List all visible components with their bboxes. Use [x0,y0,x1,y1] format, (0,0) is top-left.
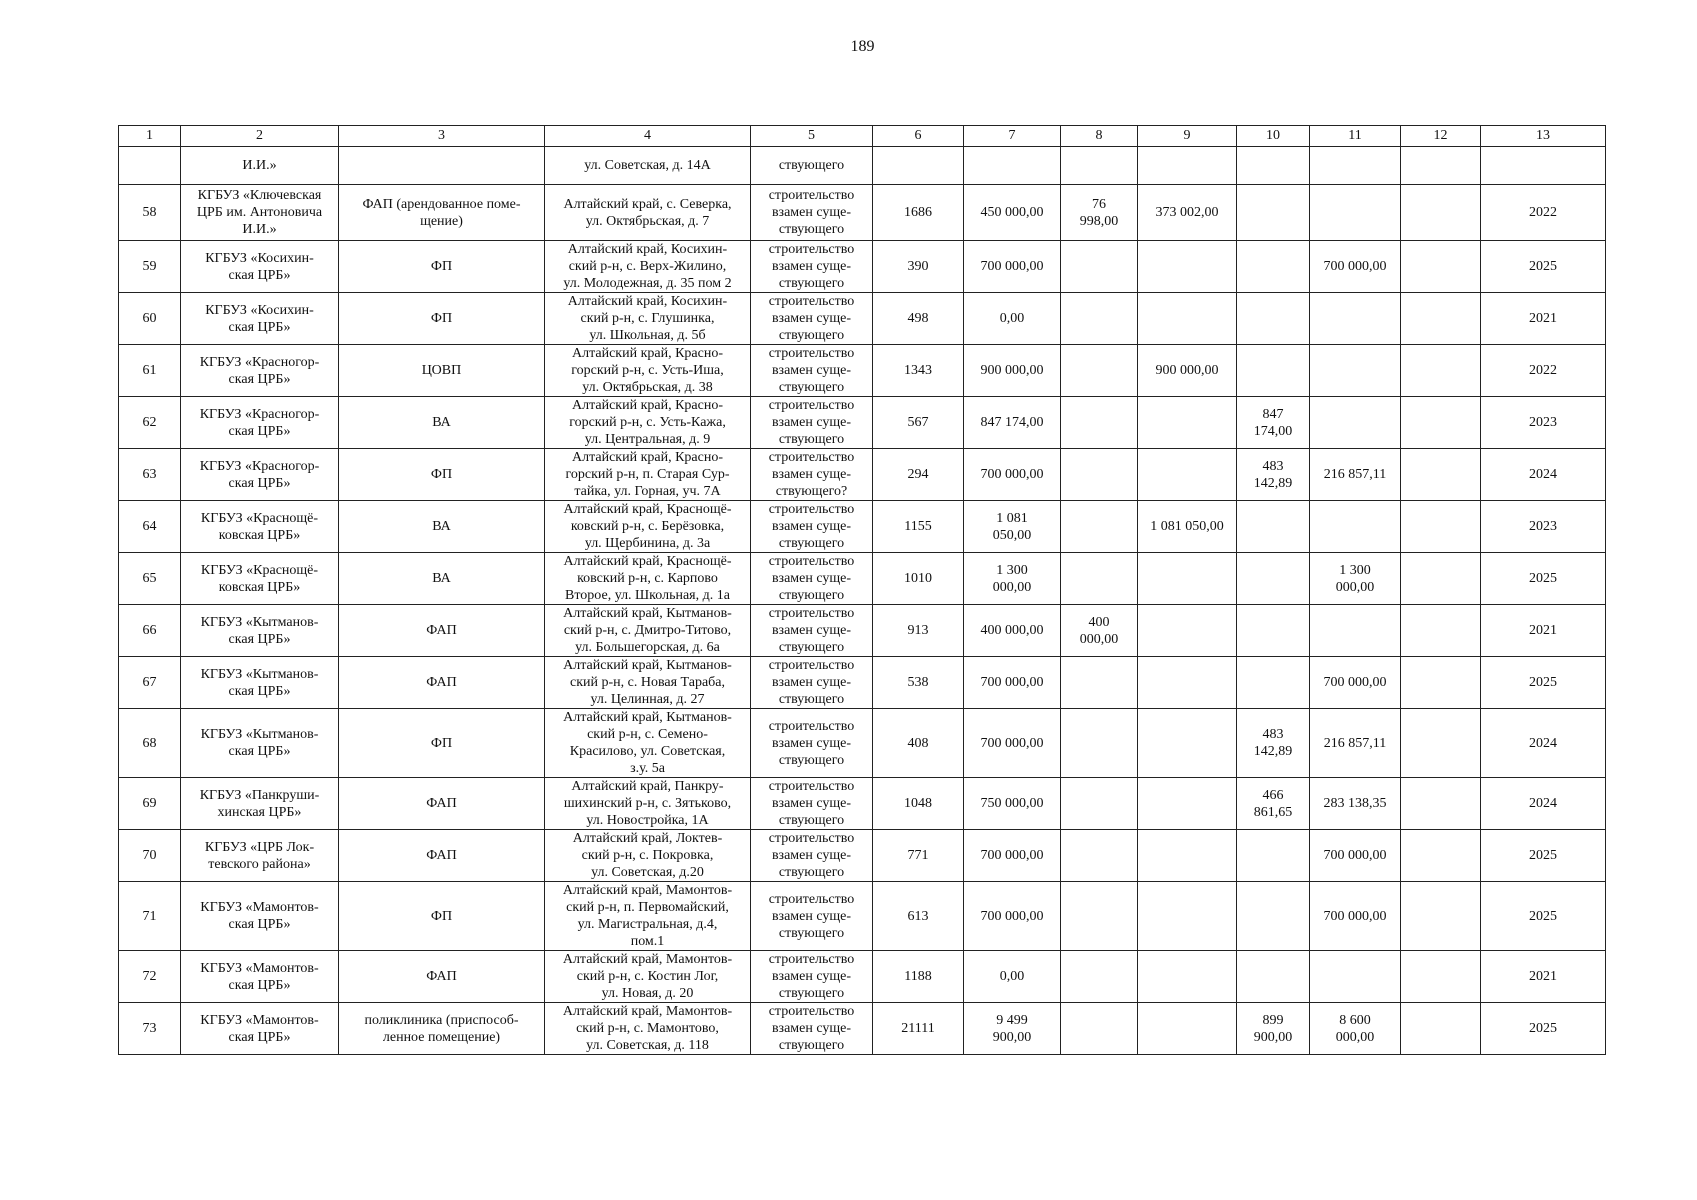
cell-col-2: КГБУЗ «Кытманов- ская ЦРБ» [181,657,339,709]
cell-col-13: 2021 [1481,605,1606,657]
cell-col-6: 538 [873,657,964,709]
cell-col-4: Алтайский край, Кытманов- ский р-н, с. Семено- Красилово, ул. Советская, з.у. 5а [545,709,751,778]
cell-col-1: 64 [119,501,181,553]
cell-col-4: Алтайский край, Краснощё- ковский р-н, с. Берёзовка, ул. Щербинина, д. 3а [545,501,751,553]
cell-col-8 [1061,241,1138,293]
cell-col-1: 60 [119,293,181,345]
cell-col-3: ЦОВП [339,345,545,397]
cell-col-8 [1061,449,1138,501]
cell-col-9: 373 002,00 [1138,185,1237,241]
cell-col-1: 70 [119,830,181,882]
column-header-1: 1 [119,126,181,147]
cell-col-11: 700 000,00 [1310,241,1401,293]
cell-col-8 [1061,293,1138,345]
cell-col-2: КГБУЗ «Кытманов- ская ЦРБ» [181,709,339,778]
cell-col-11 [1310,605,1401,657]
cell-col-11: 283 138,35 [1310,778,1401,830]
cell-col-8 [1061,553,1138,605]
cell-col-12 [1401,397,1481,449]
cell-col-5: строительство взамен суще- ствующего [751,501,873,553]
cell-col-1: 72 [119,951,181,1003]
column-header-4: 4 [545,126,751,147]
cell-col-2: КГБУЗ «Краснощё- ковская ЦРБ» [181,553,339,605]
cell-col-1: 66 [119,605,181,657]
cell-col-5: ствующего [751,147,873,185]
cell-col-9 [1138,830,1237,882]
column-header-6: 6 [873,126,964,147]
cell-col-12 [1401,1003,1481,1055]
cell-col-2: КГБУЗ «ЦРБ Лок- тевского района» [181,830,339,882]
cell-col-7: 700 000,00 [964,830,1061,882]
cell-col-10 [1237,951,1310,1003]
cell-col-10: 847 174,00 [1237,397,1310,449]
cell-col-3: ВА [339,397,545,449]
table-row [119,345,1606,397]
cell-col-8 [1061,951,1138,1003]
cell-col-3: ФП [339,882,545,951]
cell-col-9 [1138,147,1237,185]
cell-col-13: 2021 [1481,293,1606,345]
cell-col-2: КГБУЗ «Красногор- ская ЦРБ» [181,449,339,501]
cell-col-7: 1 081 050,00 [964,501,1061,553]
cell-col-12 [1401,293,1481,345]
cell-col-4: Алтайский край, Красно- горский р-н, п. Старая Сур- тайка, ул. Горная, уч. 7А [545,449,751,501]
cell-col-5: строительство взамен суще- ствующего [751,657,873,709]
table-row [119,501,1606,553]
cell-col-3: ВА [339,553,545,605]
cell-col-1: 71 [119,882,181,951]
cell-col-13: 2025 [1481,830,1606,882]
cell-col-7: 700 000,00 [964,449,1061,501]
cell-col-6: 498 [873,293,964,345]
cell-col-10: 466 861,65 [1237,778,1310,830]
table-row [119,185,1606,241]
cell-col-11: 700 000,00 [1310,830,1401,882]
column-header-12: 12 [1401,126,1481,147]
table-row [119,293,1606,345]
cell-col-7 [964,147,1061,185]
cell-col-7: 0,00 [964,293,1061,345]
cell-col-5: строительство взамен суще- ствующего [751,397,873,449]
cell-col-13: 2022 [1481,345,1606,397]
cell-col-10: 483 142,89 [1237,449,1310,501]
table-row [119,397,1606,449]
cell-col-10 [1237,553,1310,605]
cell-col-2: КГБУЗ «Кытманов- ская ЦРБ» [181,605,339,657]
cell-col-1: 61 [119,345,181,397]
cell-col-1: 69 [119,778,181,830]
cell-col-12 [1401,185,1481,241]
cell-col-3 [339,147,545,185]
cell-col-9 [1138,882,1237,951]
cell-col-8 [1061,657,1138,709]
cell-col-2: КГБУЗ «Ключевская ЦРБ им. Антоновича И.И.» [181,185,339,241]
cell-col-8 [1061,709,1138,778]
cell-col-8 [1061,345,1138,397]
cell-col-1: 65 [119,553,181,605]
table-row [119,882,1606,951]
column-header-13: 13 [1481,126,1606,147]
cell-col-5: строительство взамен суще- ствующего [751,1003,873,1055]
cell-col-2: КГБУЗ «Панкруши- хинская ЦРБ» [181,778,339,830]
cell-col-12 [1401,449,1481,501]
table-row [119,830,1606,882]
cell-col-3: ФП [339,449,545,501]
cell-col-4: Алтайский край, с. Северка, ул. Октябрьская, д. 7 [545,185,751,241]
cell-col-13: 2023 [1481,501,1606,553]
cell-col-12 [1401,553,1481,605]
cell-col-9 [1138,449,1237,501]
cell-col-8 [1061,882,1138,951]
cell-col-2: КГБУЗ «Краснощё- ковская ЦРБ» [181,501,339,553]
cell-col-9 [1138,709,1237,778]
cell-col-3: поликлиника (приспособ- ленное помещение) [339,1003,545,1055]
cell-col-9 [1138,778,1237,830]
cell-col-9 [1138,605,1237,657]
cell-col-3: ФП [339,709,545,778]
cell-col-10 [1237,882,1310,951]
cell-col-10 [1237,830,1310,882]
cell-col-7: 847 174,00 [964,397,1061,449]
cell-col-6: 1048 [873,778,964,830]
cell-col-11 [1310,951,1401,1003]
cell-col-11: 216 857,11 [1310,709,1401,778]
cell-col-3: ФАП (арендованное поме- щение) [339,185,545,241]
cell-col-1: 59 [119,241,181,293]
cell-col-5: строительство взамен суще- ствующего [751,241,873,293]
cell-col-11: 216 857,11 [1310,449,1401,501]
cell-col-4: ул. Советская, д. 14А [545,147,751,185]
column-header-5: 5 [751,126,873,147]
cell-col-6: 1686 [873,185,964,241]
cell-col-6: 21111 [873,1003,964,1055]
cell-col-13: 2025 [1481,657,1606,709]
cell-col-7: 700 000,00 [964,657,1061,709]
cell-col-12 [1401,830,1481,882]
cell-col-4: Алтайский край, Косихин- ский р-н, с. Глушинка, ул. Школьная, д. 5б [545,293,751,345]
table-row [119,709,1606,778]
cell-col-4: Алтайский край, Косихин- ский р-н, с. Верх-Жилино, ул. Молодежная, д. 35 пом 2 [545,241,751,293]
cell-col-7: 450 000,00 [964,185,1061,241]
cell-col-7: 900 000,00 [964,345,1061,397]
cell-col-5: строительство взамен суще- ствующего [751,293,873,345]
cell-col-10 [1237,241,1310,293]
cell-col-2: КГБУЗ «Косихин- ская ЦРБ» [181,293,339,345]
column-header-7: 7 [964,126,1061,147]
cell-col-5: строительство взамен суще- ствующего [751,709,873,778]
cell-col-6: 1343 [873,345,964,397]
facilities-table [118,125,1606,1055]
cell-col-2: КГБУЗ «Красногор- ская ЦРБ» [181,345,339,397]
table-row [119,241,1606,293]
cell-col-7: 0,00 [964,951,1061,1003]
cell-col-12 [1401,605,1481,657]
cell-col-3: ФАП [339,830,545,882]
cell-col-9: 1 081 050,00 [1138,501,1237,553]
cell-col-4: Алтайский край, Красно- горский р-н, с. Усть-Кажа, ул. Центральная, д. 9 [545,397,751,449]
cell-col-10 [1237,501,1310,553]
cell-col-4: Алтайский край, Панкру- шихинский р-н, с. Зятьково, ул. Новостройка, 1А [545,778,751,830]
cell-col-8: 400 000,00 [1061,605,1138,657]
column-header-2: 2 [181,126,339,147]
cell-col-3: ВА [339,501,545,553]
cell-col-10 [1237,293,1310,345]
cell-col-12 [1401,709,1481,778]
table-row [119,1003,1606,1055]
cell-col-5: строительство взамен суще- ствующего [751,605,873,657]
cell-col-2: И.И.» [181,147,339,185]
cell-col-4: Алтайский край, Краснощё- ковский р-н, с. Карпово Второе, ул. Школьная, д. 1а [545,553,751,605]
cell-col-4: Алтайский край, Красно- горский р-н, с. Усть-Иша, ул. Октябрьская, д. 38 [545,345,751,397]
table-row [119,657,1606,709]
cell-col-6: 390 [873,241,964,293]
cell-col-5: строительство взамен суще- ствующего [751,778,873,830]
cell-col-6: 1188 [873,951,964,1003]
cell-col-13: 2025 [1481,1003,1606,1055]
cell-col-6: 913 [873,605,964,657]
table-row [119,553,1606,605]
cell-col-8 [1061,501,1138,553]
cell-col-3: ФП [339,241,545,293]
cell-col-8 [1061,778,1138,830]
table-row [119,605,1606,657]
cell-col-13: 2025 [1481,241,1606,293]
column-number-row [119,126,1606,147]
cell-col-1: 62 [119,397,181,449]
cell-col-6 [873,147,964,185]
cell-col-13: 2024 [1481,449,1606,501]
cell-col-8: 76 998,00 [1061,185,1138,241]
cell-col-11 [1310,147,1401,185]
cell-col-7: 700 000,00 [964,882,1061,951]
cell-col-10 [1237,345,1310,397]
cell-col-12 [1401,241,1481,293]
cell-col-11 [1310,293,1401,345]
cell-col-3: ФАП [339,778,545,830]
cell-col-5: строительство взамен суще- ствующего [751,185,873,241]
cell-col-12 [1401,951,1481,1003]
cell-col-3: ФП [339,293,545,345]
cell-col-3: ФАП [339,657,545,709]
table-row [119,778,1606,830]
cell-col-7: 750 000,00 [964,778,1061,830]
cell-col-13 [1481,147,1606,185]
cell-col-12 [1401,345,1481,397]
cell-col-1: 58 [119,185,181,241]
column-header-10: 10 [1237,126,1310,147]
cell-col-8 [1061,830,1138,882]
column-header-11: 11 [1310,126,1401,147]
cell-col-8 [1061,397,1138,449]
cell-col-13: 2022 [1481,185,1606,241]
cell-col-1: 67 [119,657,181,709]
cell-col-1: 73 [119,1003,181,1055]
cell-col-1: 63 [119,449,181,501]
cell-col-12 [1401,778,1481,830]
cell-col-6: 1155 [873,501,964,553]
cell-col-4: Алтайский край, Кытманов- ский р-н, с. Новая Тараба, ул. Целинная, д. 27 [545,657,751,709]
cell-col-9: 900 000,00 [1138,345,1237,397]
cell-col-12 [1401,882,1481,951]
cell-col-1 [119,147,181,185]
cell-col-7: 700 000,00 [964,709,1061,778]
cell-col-11 [1310,185,1401,241]
cell-col-12 [1401,501,1481,553]
column-header-9: 9 [1138,126,1237,147]
cell-col-4: Алтайский край, Локтев- ский р-н, с. Покровка, ул. Советская, д.20 [545,830,751,882]
cell-col-8 [1061,147,1138,185]
cell-col-7: 400 000,00 [964,605,1061,657]
cell-col-11: 1 300 000,00 [1310,553,1401,605]
cell-col-10: 899 900,00 [1237,1003,1310,1055]
cell-col-3: ФАП [339,951,545,1003]
carry-over-row [119,147,1606,185]
cell-col-9 [1138,397,1237,449]
cell-col-11: 700 000,00 [1310,657,1401,709]
cell-col-13: 2025 [1481,553,1606,605]
cell-col-6: 408 [873,709,964,778]
cell-col-5: строительство взамен суще- ствующего [751,951,873,1003]
cell-col-12 [1401,147,1481,185]
cell-col-11: 700 000,00 [1310,882,1401,951]
cell-col-12 [1401,657,1481,709]
cell-col-4: Алтайский край, Мамонтов- ский р-н, п. Первомайский, ул. Магистральная, д.4, пом.1 [545,882,751,951]
cell-col-5: строительство взамен суще- ствующего [751,882,873,951]
cell-col-7: 700 000,00 [964,241,1061,293]
cell-col-13: 2024 [1481,709,1606,778]
cell-col-7: 9 499 900,00 [964,1003,1061,1055]
cell-col-11 [1310,501,1401,553]
cell-col-6: 294 [873,449,964,501]
cell-col-11: 8 600 000,00 [1310,1003,1401,1055]
cell-col-13: 2023 [1481,397,1606,449]
table-row [119,449,1606,501]
cell-col-3: ФАП [339,605,545,657]
column-header-3: 3 [339,126,545,147]
cell-col-4: Алтайский край, Кытманов- ский р-н, с. Дмитро-Титово, ул. Большегорская, д. 6а [545,605,751,657]
cell-col-7: 1 300 000,00 [964,553,1061,605]
cell-col-9 [1138,553,1237,605]
cell-col-4: Алтайский край, Мамонтов- ский р-н, с. Костин Лог, ул. Новая, д. 20 [545,951,751,1003]
cell-col-10 [1237,185,1310,241]
table-row [119,951,1606,1003]
cell-col-6: 567 [873,397,964,449]
cell-col-9 [1138,293,1237,345]
cell-col-5: строительство взамен суще- ствующего [751,553,873,605]
cell-col-11 [1310,397,1401,449]
cell-col-6: 1010 [873,553,964,605]
cell-col-5: строительство взамен суще- ствующего [751,830,873,882]
cell-col-1: 68 [119,709,181,778]
cell-col-5: строительство взамен суще- ствующего [751,345,873,397]
cell-col-2: КГБУЗ «Косихин- ская ЦРБ» [181,241,339,293]
cell-col-4: Алтайский край, Мамонтов- ский р-н, с. Мамонтово, ул. Советская, д. 118 [545,1003,751,1055]
cell-col-5: строительство взамен суще- ствующего? [751,449,873,501]
cell-col-2: КГБУЗ «Красногор- ская ЦРБ» [181,397,339,449]
cell-col-10 [1237,657,1310,709]
cell-col-9 [1138,951,1237,1003]
cell-col-9 [1138,241,1237,293]
cell-col-2: КГБУЗ «Мамонтов- ская ЦРБ» [181,1003,339,1055]
cell-col-10 [1237,147,1310,185]
cell-col-13: 2025 [1481,882,1606,951]
table-body [119,147,1606,1055]
cell-col-13: 2024 [1481,778,1606,830]
cell-col-9 [1138,657,1237,709]
cell-col-2: КГБУЗ «Мамонтов- ская ЦРБ» [181,951,339,1003]
cell-col-9 [1138,1003,1237,1055]
cell-col-10 [1237,605,1310,657]
cell-col-11 [1310,345,1401,397]
column-header-8: 8 [1061,126,1138,147]
cell-col-6: 613 [873,882,964,951]
cell-col-2: КГБУЗ «Мамонтов- ская ЦРБ» [181,882,339,951]
cell-col-8 [1061,1003,1138,1055]
page-number: 189 [850,38,875,55]
cell-col-10: 483 142,89 [1237,709,1310,778]
cell-col-13: 2021 [1481,951,1606,1003]
cell-col-6: 771 [873,830,964,882]
